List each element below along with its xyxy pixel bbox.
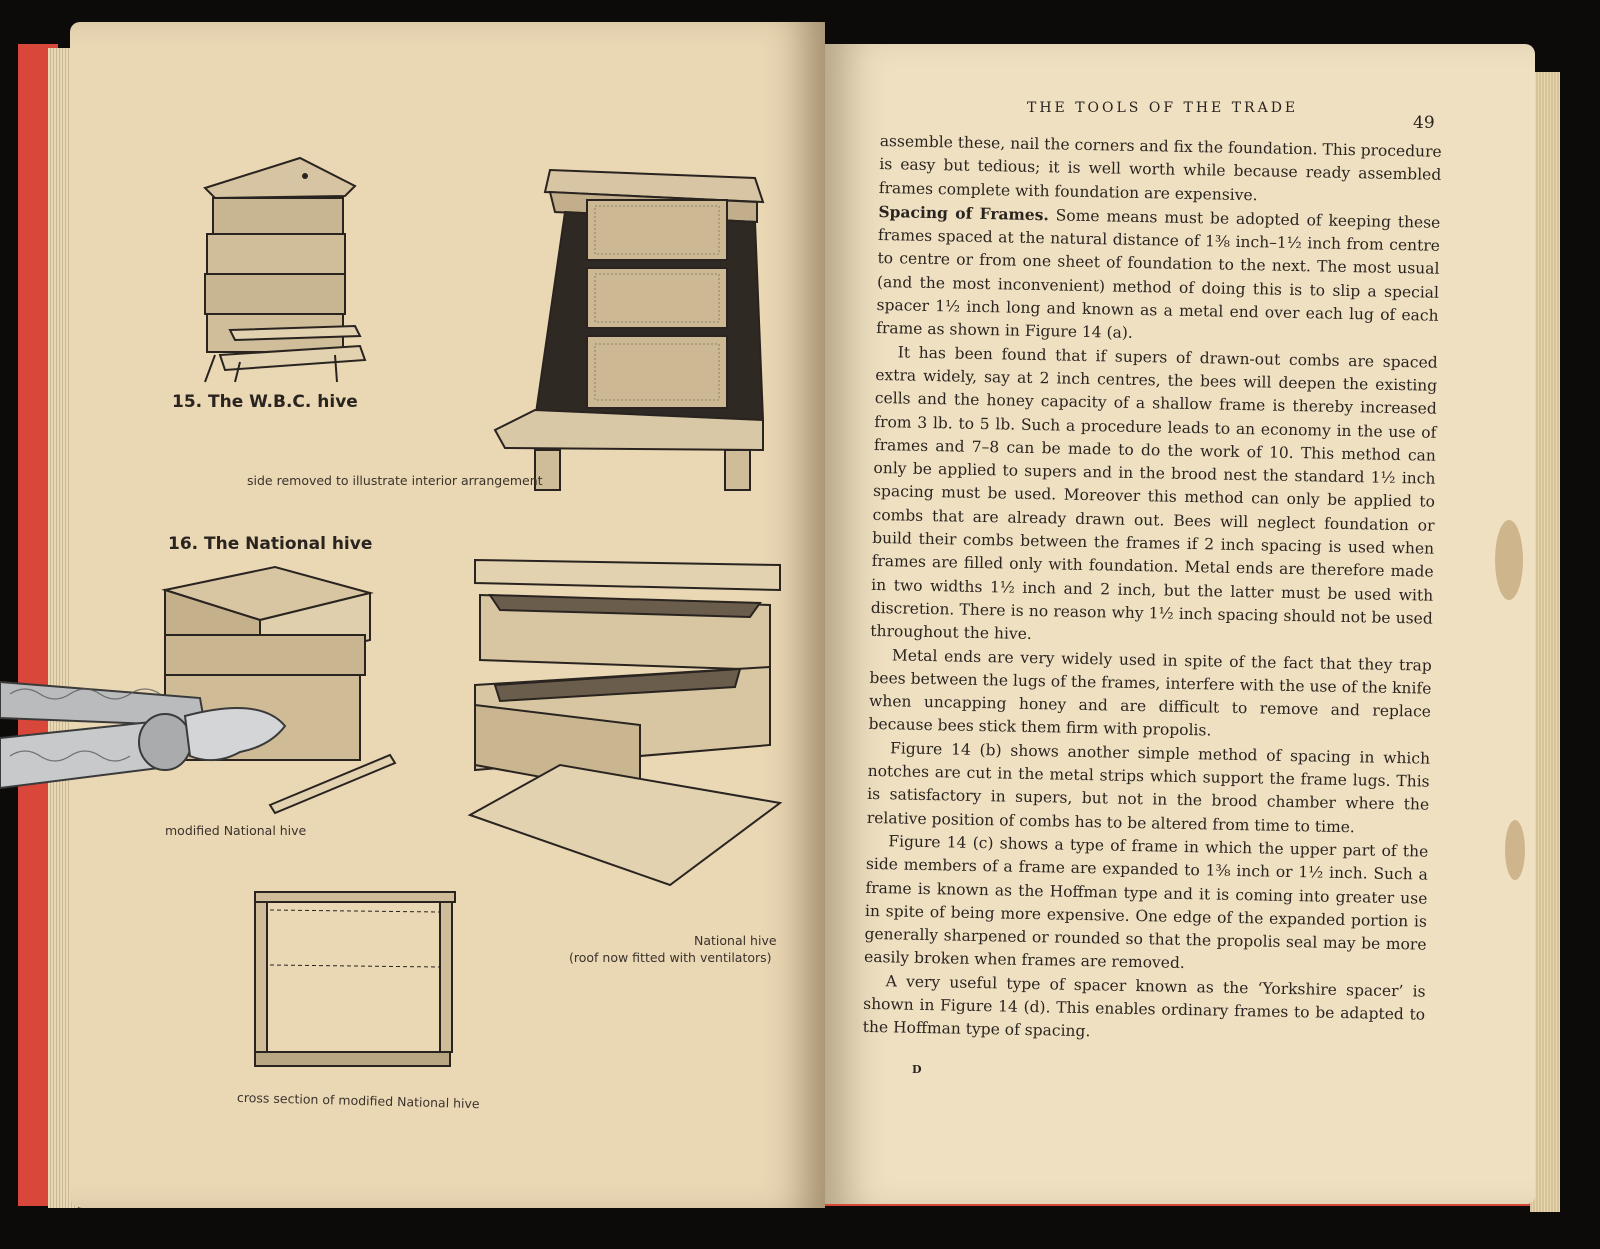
paragraph-text: assemble these, nail the corners and fix the foundation. This procedure is easy but tedious; it is well worth while because ready assembled frames complete with foundation are expensive.: [878, 131, 1442, 204]
paragraph-text: Some means must be adopted of keeping these frames spaced at the natural distance of 1⅜ inch–1½ inch from centre to centre or from one sheet of foundation to the next. The most usual (and the most inconvenient) method of doing this is to slip a special spacer 1½ inch long and known as a metal end over each lug of each frame as shown in Figure 14 (a).: [876, 206, 1441, 343]
body-text: [863, 130, 1442, 1050]
foxing-stain: [1495, 520, 1523, 600]
section-lead: Spacing of Frames.: [878, 201, 1050, 225]
wbc-hive-cutaway-illustration: [495, 160, 775, 495]
silver-tongs-bookmark: [0, 676, 300, 806]
figure-16-caption-national-line2: (roof now fitted with ventilators): [569, 950, 772, 965]
foxing-stain: [1505, 820, 1525, 880]
paragraph-text: Figure 14 (b) shows another simple method of spacing in which notches are cut in the metal strips which support the frame lugs. This is satisfactory in supers, but not in the brood chamber where the relative position of combs has to be altered from time to time.: [866, 739, 1431, 836]
paragraph: [863, 970, 1426, 1051]
running-head: THE TOOLS OF THE TRADE: [1027, 100, 1299, 116]
figure-16-caption-modified: modified National hive: [165, 823, 307, 838]
figure-16-caption-cross-section: cross section of modified National hive: [236, 1089, 480, 1112]
page-number: 49: [1413, 113, 1435, 133]
paragraph-text: A very useful type of spacer known as the ‘Yorkshire spacer’ is shown in Figure 14 (d). This enables ordinary frames to be adapted to the Hoffman type of spacing.: [862, 971, 1426, 1041]
paragraph-text: Metal ends are very widely used in spite of the fact that they trap bees between the lugs of the frames, interfere with the use of the knife when uncapping honey and are difficult to remove and replace because bees stick them firm with propolis.: [868, 645, 1432, 740]
paragraph: [870, 341, 1438, 655]
figure-16-title: 16. The National hive: [168, 534, 373, 554]
printer-signature-mark: D: [912, 1063, 922, 1076]
paragraph-text: Figure 14 (c) shows a type of frame in which the upper part of the side members of a frame are expanded to 1⅜ inch or 1½ inch. Such a frame is known as the Hoffman type and it is coming into greater use in spite of being more expensive. One edge of the expanded portion is generally sharpened or rounded so that the propolis seal may be more easily broken when frames are removed.: [863, 832, 1429, 973]
figure-15-caption: side removed to illustrate interior arrangement: [247, 473, 543, 488]
paragraph: [867, 737, 1431, 841]
paragraph-text: It has been found that if supers of drawn-out combs are spaced extra widely, say at 2 inch centres, the bees will deepen the existing cells and the honey capacity of a shallow frame is thereby increased from 3 lb. to 5 lb. Such a procedure leads to an economy in the use of frames and 7–8 can be made to do the work of 10. This method can only be applied to supers and in the brood nest the standard 1½ inch spacing must be used. Moreover this method can only be applied to combs that are already drawn out. Bees will neglect foundation or build their combs between the frames if 2 inch spacing is used when frames are filled only with foundation. Metal ends are therefore made in two widths 1½ inch and 2 inch, but the latter must be used with discretion. There is no reason why 1½ inch spacing should not be used throughout the hive.: [870, 343, 1438, 644]
paragraph: [876, 200, 1441, 352]
cross-section-illustration: [250, 890, 460, 1080]
wbc-hive-illustration: [195, 150, 375, 380]
figure-15-title: 15. The W.B.C. hive: [172, 392, 358, 412]
figure-16-caption-national-line1: National hive: [694, 933, 777, 948]
paragraph: [864, 830, 1429, 981]
national-hive-exploded-illustration: [470, 555, 790, 925]
paragraph: [868, 643, 1432, 747]
paragraph: [879, 130, 1442, 211]
